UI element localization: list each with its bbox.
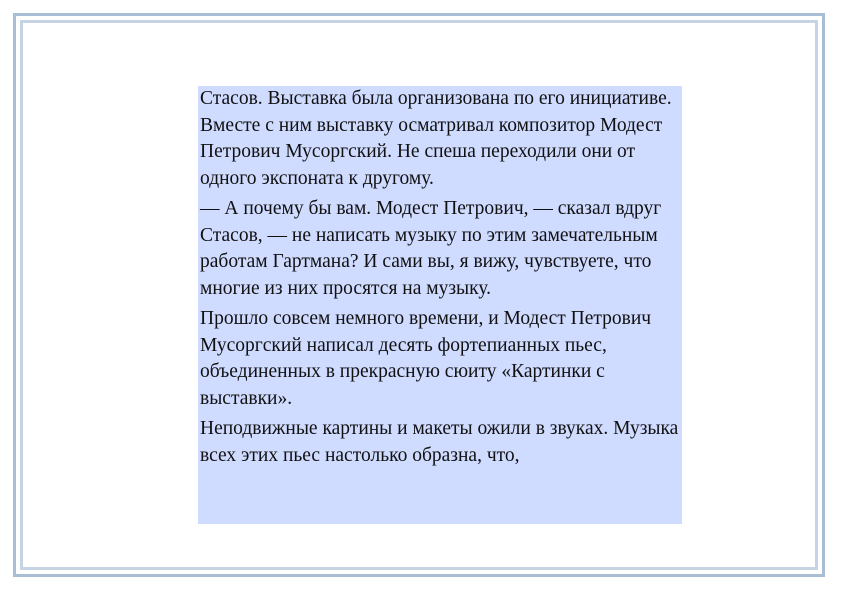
paragraph-2: — А почему бы вам. Модест Петрович, — сказал вдруг Стасов, — не написать музыку по этим замечательным работам Гартмана? И сами вы, я вижу, чувствуете, что многие из них просятся на музыку. xyxy=(200,198,662,299)
paragraph-3: Прошло совсем немного времени, и Модест Петрович Мусоргский написал десять фортепианных пьес, объединенных в прекрасную сюиту «Картинки с выставки». xyxy=(200,308,652,409)
paragraph-1: Стасов. Выставка была организована по его инициативе. Вместе с ним выставку осматривал композитор Модест Петрович Мусоргский. Не спеша переходили они от одного экспоната к другому. xyxy=(200,88,672,189)
text-box xyxy=(198,86,682,524)
paragraph-4: Неподвижные картины и макеты ожили в звуках. Музыка всех этих пьес настолько образна, что, xyxy=(200,418,679,466)
